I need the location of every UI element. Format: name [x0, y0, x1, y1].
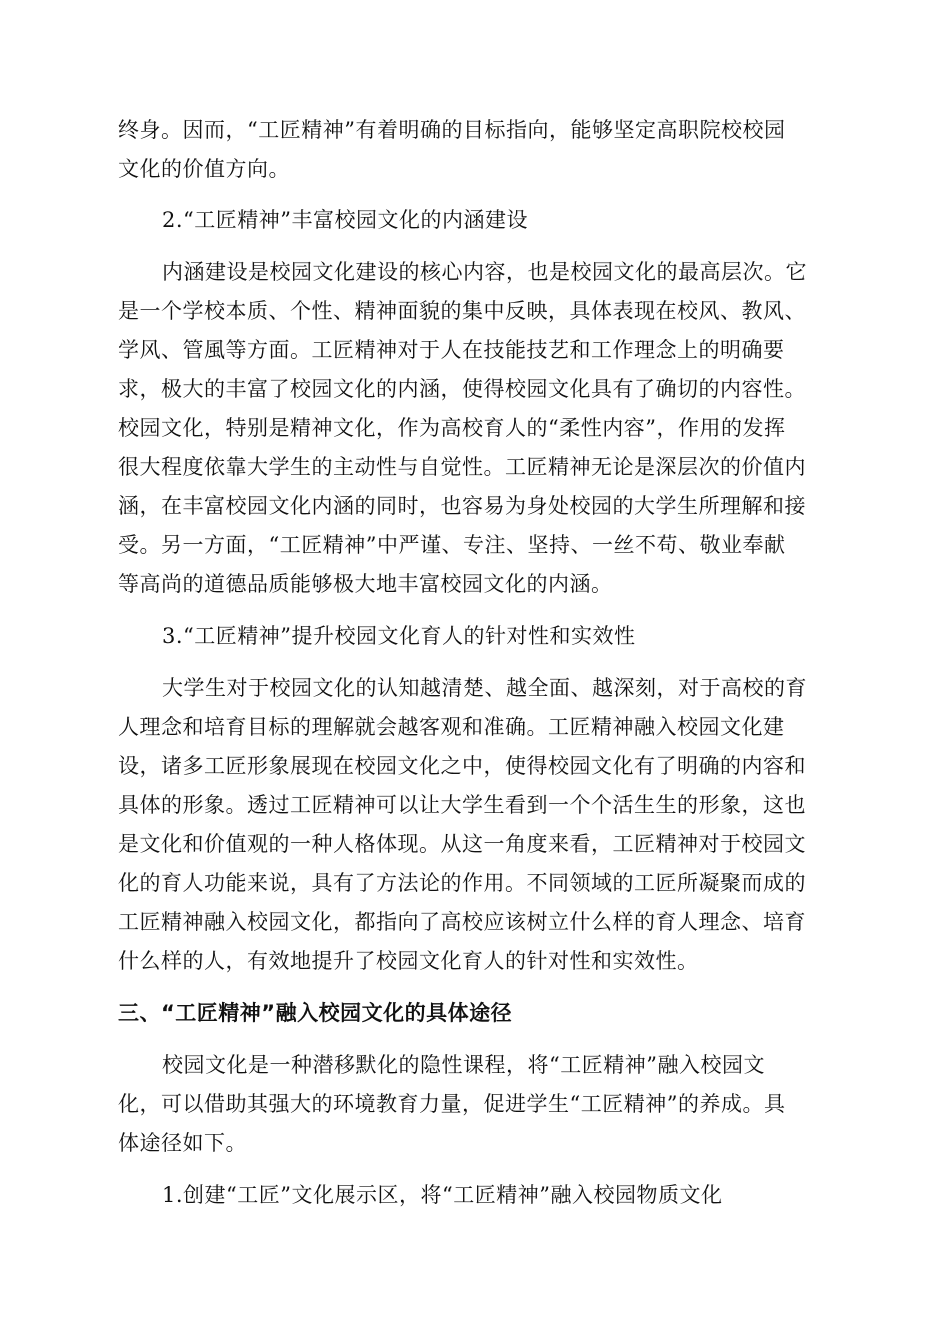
paragraph-line: 什么样的人，有效地提升了校园文化育人的针对性和实效性。 [118, 949, 699, 973]
paragraph-line: 化的育人功能来说，具有了方法论的作用。不同领域的工匠所凝聚而成的 [118, 871, 806, 895]
section-heading: 三、“工匠精神”融入校园文化的具体途径 [118, 1001, 513, 1025]
paragraph-line: 人理念和培育目标的理解就会越客观和准确。工匠精神融入校园文化建 [118, 715, 785, 739]
paragraph-line: 求，极大的丰富了校园文化的内涵，使得校园文化具有了确切的内容性。 [118, 377, 806, 401]
paragraph-line: 受。另一方面，“工匠精神”中严谨、专注、坚持、一丝不苟、敬业奉献 [118, 533, 786, 557]
paragraph-line: 具体的形象。透过工匠精神可以让大学生看到一个个活生生的形象，这也 [118, 793, 806, 817]
paragraph-line: 设，诸多工匠形象展现在校园文化之中，使得校园文化有了明确的内容和 [118, 754, 806, 778]
subheading-2: 2.“工匠精神”丰富校园文化的内涵建设 [162, 208, 529, 232]
paragraph-line: 很大程度依靠大学生的主动性与自觉性。工匠精神无论是深层次的价值内 [118, 455, 806, 479]
paragraph-line: 是一个学校本质、个性、精神面貌的集中反映，具体表现在校风、教风、 [118, 299, 806, 323]
paragraph-line: 校园文化，特别是精神文化，作为高校育人的“柔性内容”，作用的发挥 [118, 416, 786, 440]
subheading-3: 3.“工匠精神”提升校园文化育人的针对性和实效性 [162, 624, 636, 648]
paragraph-line: 终身。因而，“工匠精神”有着明确的目标指向，能够坚定高职院校校园 [118, 118, 786, 142]
paragraph-line: 是文化和价值观的一种人格体现。从这一角度来看，工匠精神对于校园文 [118, 832, 806, 856]
paragraph-line: 文化的价值方向。 [118, 157, 290, 181]
paragraph-line: 内涵建设是校园文化建设的核心内容，也是校园文化的最高层次。它 [162, 260, 807, 284]
paragraph-line: 工匠精神融入校园文化，都指向了高校应该树立什么样的育人理念、培育 [118, 910, 806, 934]
paragraph-line: 等高尚的道德品质能够极大地丰富校园文化的内涵。 [118, 572, 613, 596]
paragraph-line: 大学生对于校园文化的认知越清楚、越全面、越深刻，对于高校的育 [162, 676, 807, 700]
paragraph-line: 化，可以借助其强大的环境教育力量，促进学生“工匠精神”的养成。具 [118, 1092, 786, 1116]
paragraph-line: 校园文化是一种潜移默化的隐性课程，将“工匠精神”融入校园文 [162, 1053, 765, 1077]
paragraph-line: 学风、管風等方面。工匠精神对于人在技能技艺和工作理念上的明确要 [118, 338, 785, 362]
subheading-1: 1.创建“工匠”文化展示区，将“工匠精神”融入校园物质文化 [162, 1183, 723, 1207]
paragraph-line: 体途径如下。 [118, 1131, 247, 1155]
paragraph-line: 涵，在丰富校园文化内涵的同时，也容易为身处校园的大学生所理解和接 [118, 494, 806, 518]
